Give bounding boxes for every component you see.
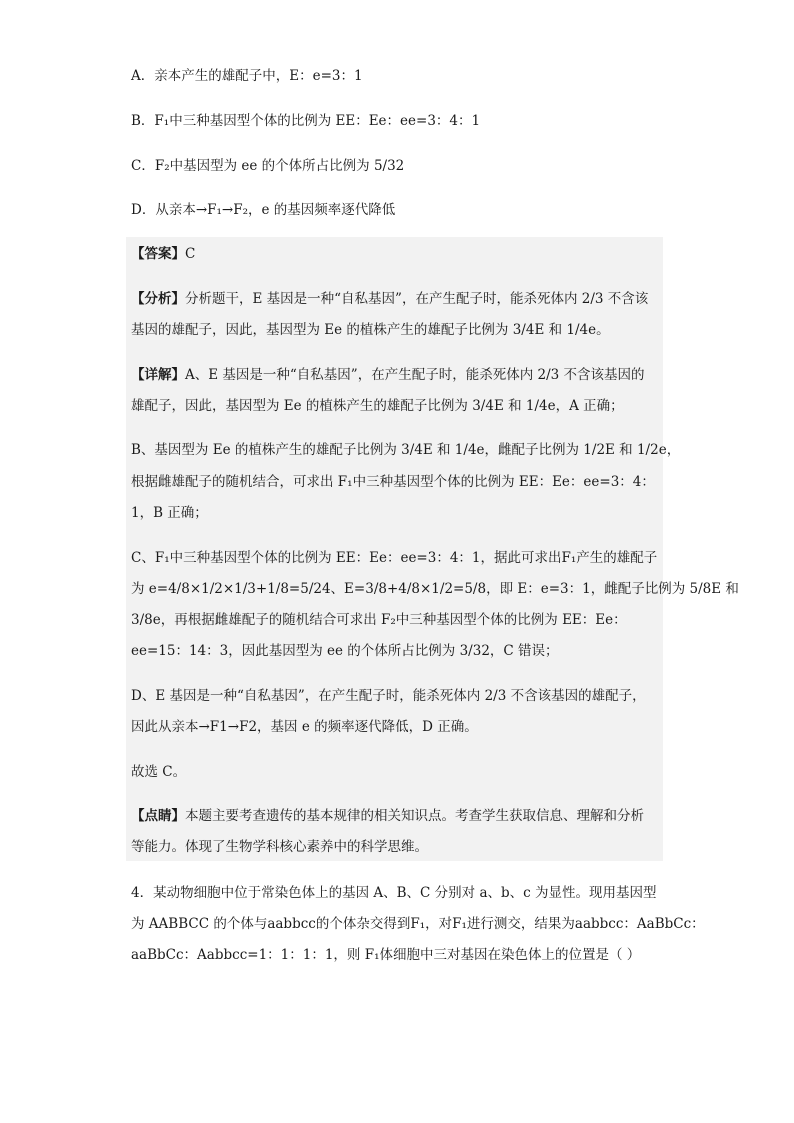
answer-line — [131, 244, 195, 264]
question4-line-2: 为 AABBCC 的个体与aabbcc的个体杂交得到F₁，对F₁进行测交，结果为aabbcc：AaBbCc： — [131, 916, 705, 932]
answer-value: C — [185, 246, 196, 262]
detail-line-3: B、基因型为 Ee 的植株产生的雄配子比例为 3/4E 和 1/4e，雌配子比例为 1/2E 和 1/2e， — [131, 442, 681, 458]
analysis-tag: 【分析】 — [131, 291, 185, 307]
option-c: C．F₂中基因型为 ee 的个体所占比例为 5/32 — [131, 158, 405, 174]
analysis-text-1: 分析题干，E 基因是一种“自私基因”，在产生配子时，能杀死体内 2/3 不含该 — [185, 291, 649, 307]
analysis-line-1 — [131, 289, 648, 309]
detail-line-4: 根据雌雄配子的随机结合，可求出 F₁中三种基因型个体的比例为 EE：Ee：ee=3：4： — [131, 474, 655, 490]
detail-line-11: 因此从亲本→F1→F2，基因 e 的频率逐代降低，D 正确。 — [131, 719, 478, 735]
comment-line-2: 等能力。体现了生物学科核心素养中的科学思维。 — [131, 839, 428, 855]
detail-line-9: ee=15：14：3，因此基因型为 ee 的个体所占比例为 3/32，C 错误； — [131, 643, 559, 659]
detail-line-8: 3/8e，再根据雌雄配子的随机结合可求出 F₂中三种基因型个体的比例为 EE：Ee： — [131, 612, 627, 628]
analysis-line-2: 基因的雄配子，因此，基因型为 Ee 的植株产生的雄配子比例为 3/4E 和 1/4e。 — [131, 322, 610, 338]
question4-line-1: 4．某动物细胞中位于常染色体上的基因 A、B、C 分别对 a、b、c 为显性。现用基因型 — [131, 885, 657, 901]
detail-line-10: D、E 基因是一种“自私基因”，在产生配子时，能杀死体内 2/3 不含该基因的雄配子， — [131, 688, 646, 704]
detail-line-7: 为 e=4/8×1/2×1/3+1/8=5/24、E=3/8+4/8×1/2=5/8，即 E：e=3：1，雌配子比例为 5/8E 和 — [131, 581, 739, 597]
comment-tag: 【点睛】 — [131, 808, 185, 824]
option-a: A．亲本产生的雄配子中，E：e=3：1 — [131, 68, 363, 84]
detail-line-5: 1，B 正确； — [131, 505, 208, 521]
comment-line-1 — [131, 806, 644, 826]
question4-line-3: aaBbCc：Aabbcc=1：1：1：1，则 F₁体细胞中三对基因在染色体上的位置是（ ） — [131, 947, 641, 963]
option-b: B．F₁中三种基因型个体的比例为 EE：Ee：ee=3：4：1 — [131, 113, 481, 129]
detail-line-1 — [131, 365, 645, 385]
detail-line-2: 雄配子，因此，基因型为 Ee 的植株产生的雄配子比例为 3/4E 和 1/4e，A 正确； — [131, 398, 624, 414]
answer-tag: 【答案】 — [131, 246, 185, 262]
detail-text-1: A、E 基因是一种“自私基因”，在产生配子时，能杀死体内 2/3 不含该基因的 — [185, 367, 645, 383]
comment-text-1: 本题主要考查遗传的基本规律的相关知识点。考查学生获取信息、理解和分析 — [185, 808, 644, 824]
detail-conclusion: 故选 C。 — [131, 764, 187, 780]
detail-tag: 【详解】 — [131, 367, 185, 383]
option-d: D．从亲本→F₁→F₂，e 的基因频率逐代降低 — [131, 202, 396, 218]
detail-line-6: C、F₁中三种基因型个体的比例为 EE：Ee：ee=3：4：1，据此可求出F₁产生的雄配子 — [131, 550, 658, 566]
